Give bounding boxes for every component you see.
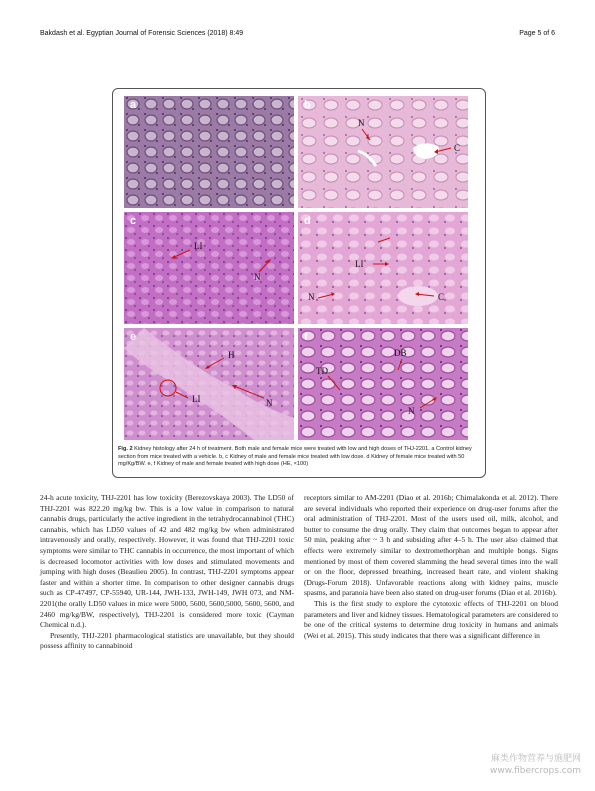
panel-letter: d [304, 215, 311, 227]
label-N: N [254, 272, 261, 282]
paragraph: Presently, THJ-2201 pharmacological statistics are unavailable, but they should possess affinity to cannabinoid [40, 630, 294, 651]
journal-citation: Bakdash et al. Egyptian Journal of Forensic Sciences (2018) 8:49 [40, 30, 244, 37]
label-H: H [228, 350, 235, 360]
watermark-cn: 麻类作物营养与施肥网 [490, 754, 581, 764]
panel-f-female-high-dose [298, 328, 468, 440]
panel-letter: e [130, 331, 137, 343]
paragraph: 24-h acute toxicity, THJ-2201 has low toxicity (Berezovskaya 2003). The LD50 of THJ-2201 was 822.20 mg/kg bw. This is a low value in comparison to natural cannabis drugs, particularly the active ingredient in the tetrahydrocannabinol (THC) cannabis, which has LD50 values of 42 and 482 mg/kg bw when administrated intravenously and orally, respectively. However, it was found that THJ-2201 toxic symptoms were similar to THC cannabis in occurrence, the most important of which is decreased locomotor activities with low doses and stimulated movements and jumping with high doses (Beaulieu 2005). In contrast, THJ-2201 symptoms appear faster and within a shorter time. In comparison to other designer cannabis drugs such as CP-47497, CP-55940, UR-144, JWH-133, JWH-149, JWH 073, and NM-2201(the orally LD50 values in mice were 5000, 5600, 5600,5000, 5600, 5600, and 2460 mg/kg/BW, respectively), THJ-2201 is considered more toxic (Cayman Chemical n.d.). [40, 493, 294, 630]
panel-letter: f [304, 331, 308, 343]
page-number: Page 5 of 6 [519, 30, 555, 37]
label-LI: LI [192, 394, 201, 404]
watermark [490, 753, 581, 777]
label-LI: LI [355, 259, 364, 269]
paragraph: This is the first study to explore the cytotoxic effects of THJ-2201 on blood parameters and liver and kidney tissues. Hematological parameters are considered to be one of the critical systems to determine drug toxicity in humans and animals (Wei et al. 2015). This study indicates that there was a significant difference in [304, 598, 558, 640]
label-C: C [438, 292, 445, 302]
panel-letter: a [130, 99, 137, 111]
label-LI: LI [194, 241, 203, 251]
label-DB: DB [394, 348, 407, 358]
paragraph: receptors similar to AM-2201 (Diao et al. 2016b; Chimalakonda et al. 2012). There are several individuals who reported their experience on drug-user forums after the oral administration of THJ-2201. Most of the users used oil, milk, alcohol, and butter to consume the drug orally. They claim that outcomes began to appear after 50 min, peaking after ~ 3 h and subsiding after 4–5 h. The user also claimed that effects were extremely similar to dextromethorphan and multiple bongs. Signs mentioned by most of them covered slamming the head several times into the wall or on the floor, depressed breathing, increased heart rate, and violent shaking (Drugs-Forum 2018). Unfavorable reactions along with kidney pains, muscle spasms, and paranoia have been also stated on drug-user forums (Diao et al. 2016b). [304, 493, 558, 598]
label-C: C [454, 143, 461, 153]
running-header [40, 30, 555, 42]
panel-c-female-low-dose [124, 212, 294, 324]
label-N: N [266, 398, 273, 408]
body-column-left [40, 493, 294, 652]
figure-caption [118, 446, 478, 469]
panel-a-control-kidney [124, 96, 294, 208]
label-TD: TD [316, 366, 328, 376]
caption-title: Fig. 2 [118, 446, 133, 452]
label-N: N [358, 118, 365, 128]
caption-text: Kidney histology after 24 h of treatment. Both male and female mice were treated with low and high doses of THJ-2201. a Control kidney section from mice treated with a vehicle. b, c Kidney of male and female mice treated with low dose. d Kidney of female mice treated with 50 mg/Kg/BW. e, f Kidney of male and female treated with high dose (HE, ×100) [118, 446, 472, 468]
panel-b-male-low-dose [298, 96, 468, 208]
panel-e-male-high-dose [124, 328, 294, 440]
body-column-right [304, 493, 558, 641]
label-N: N [408, 406, 415, 416]
panel-letter: c [130, 215, 137, 227]
panel-d-female-50mg [298, 212, 468, 324]
watermark-url: www.fibercrops.com [490, 766, 581, 776]
panel-letter: b [304, 99, 311, 111]
label-N: N [308, 292, 315, 302]
